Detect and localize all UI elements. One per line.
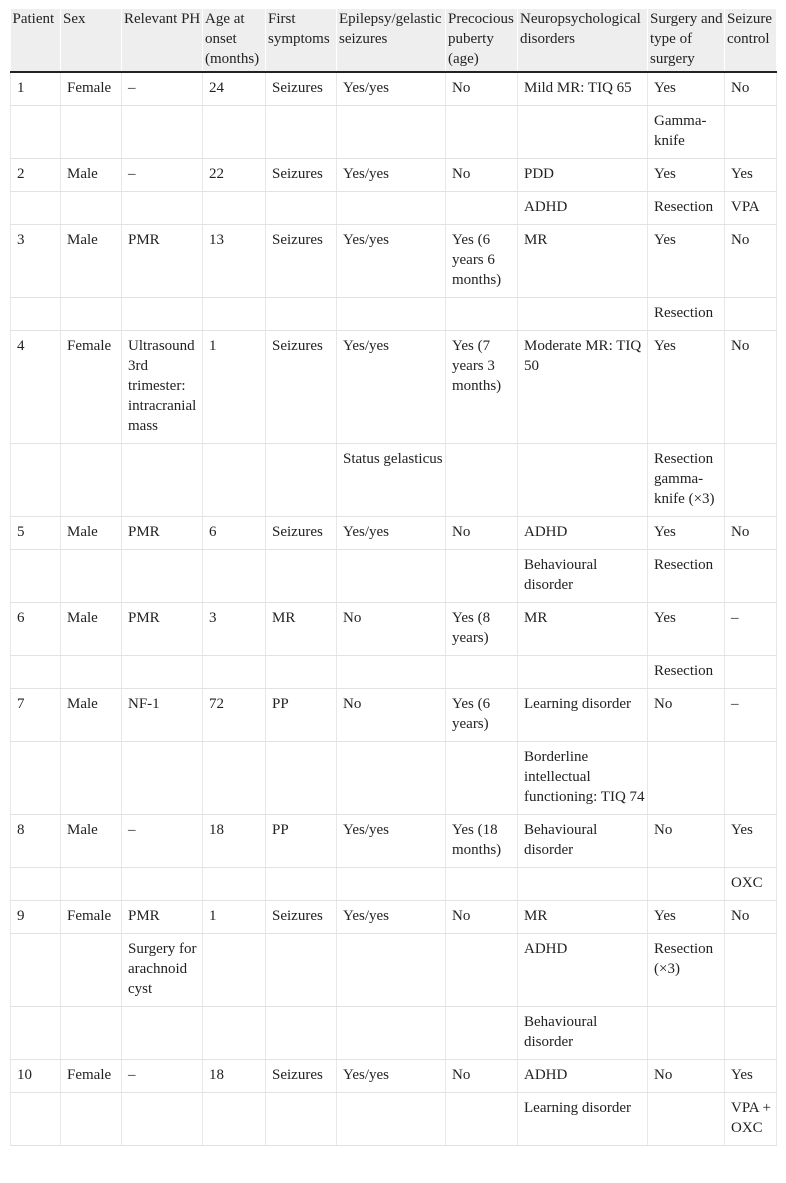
- table-row: [11, 225, 777, 298]
- table-cell: Male: [61, 689, 122, 742]
- table-cell: Yes: [648, 225, 725, 298]
- table-cell: Yes/yes: [337, 159, 446, 192]
- table-cell: 5: [11, 517, 61, 550]
- table-row: [11, 192, 777, 225]
- table-cell: Seizures: [266, 72, 337, 106]
- table-cell: –: [725, 603, 777, 656]
- table-cell: [203, 298, 266, 331]
- table-cell: Yes/yes: [337, 72, 446, 106]
- table-cell: No: [648, 689, 725, 742]
- table-cell: NF-1: [122, 689, 203, 742]
- table-cell: Yes: [725, 815, 777, 868]
- table-cell: [122, 1007, 203, 1060]
- table-cell: [203, 192, 266, 225]
- table-cell: [648, 1093, 725, 1146]
- table-cell: [446, 742, 518, 815]
- table-cell: [203, 742, 266, 815]
- table-cell: PP: [266, 689, 337, 742]
- table-cell: –: [725, 689, 777, 742]
- table-cell: [446, 298, 518, 331]
- table-cell: Yes (6 years): [446, 689, 518, 742]
- table-cell: 24: [203, 72, 266, 106]
- table-cell: [446, 656, 518, 689]
- table-cell: [725, 444, 777, 517]
- table-cell: No: [648, 1060, 725, 1093]
- table-cell: 72: [203, 689, 266, 742]
- table-cell: Yes: [648, 331, 725, 444]
- table-cell: Seizures: [266, 1060, 337, 1093]
- table-cell: Female: [61, 72, 122, 106]
- table-cell: Seizures: [266, 517, 337, 550]
- table-cell: [337, 868, 446, 901]
- table-cell: Yes: [648, 901, 725, 934]
- table-cell: [122, 742, 203, 815]
- table-cell: [337, 742, 446, 815]
- table-cell: [11, 298, 61, 331]
- table-cell: [337, 298, 446, 331]
- table-cell: Male: [61, 815, 122, 868]
- table-cell: [122, 656, 203, 689]
- table-cell: [61, 550, 122, 603]
- table-cell: 1: [203, 901, 266, 934]
- table-cell: [266, 934, 337, 1007]
- table-cell: Yes (7 years 3 months): [446, 331, 518, 444]
- table-cell: PMR: [122, 901, 203, 934]
- table-cell: ADHD: [518, 934, 648, 1007]
- table-row: [11, 689, 777, 742]
- table-cell: [446, 934, 518, 1007]
- table-cell: [61, 1007, 122, 1060]
- table-cell: [122, 106, 203, 159]
- table-cell: [203, 1007, 266, 1060]
- column-header: Surgery and type of surgery: [648, 9, 725, 72]
- table-cell: [266, 550, 337, 603]
- table-cell: Female: [61, 331, 122, 444]
- table-cell: MR: [518, 225, 648, 298]
- table-cell: 22: [203, 159, 266, 192]
- table-row: [11, 331, 777, 444]
- table-cell: [266, 298, 337, 331]
- table-cell: 2: [11, 159, 61, 192]
- column-header: Epilepsy/gelastic seizures: [337, 9, 446, 72]
- table-cell: Resection (×3): [648, 934, 725, 1007]
- table-cell: [446, 444, 518, 517]
- table-cell: [11, 192, 61, 225]
- table-cell: [61, 444, 122, 517]
- table-cell: Yes/yes: [337, 517, 446, 550]
- table-cell: Yes (18 months): [446, 815, 518, 868]
- table-cell: Female: [61, 1060, 122, 1093]
- table-row: [11, 603, 777, 656]
- table-cell: –: [122, 159, 203, 192]
- table-cell: [725, 1007, 777, 1060]
- table-cell: [122, 550, 203, 603]
- table-cell: [725, 656, 777, 689]
- table-cell: 13: [203, 225, 266, 298]
- table-cell: [266, 1093, 337, 1146]
- table-cell: 4: [11, 331, 61, 444]
- table-cell: [648, 742, 725, 815]
- table-cell: [337, 550, 446, 603]
- table-cell: 3: [11, 225, 61, 298]
- table-cell: PMR: [122, 603, 203, 656]
- column-header: Neuropsychological disorders: [518, 9, 648, 72]
- table-cell: Yes: [648, 159, 725, 192]
- table-cell: [446, 106, 518, 159]
- table-cell: [337, 192, 446, 225]
- table-cell: Yes/yes: [337, 331, 446, 444]
- clinical-table-container: [10, 9, 776, 1146]
- table-cell: Behavioural disorder: [518, 815, 648, 868]
- table-cell: Seizures: [266, 901, 337, 934]
- table-cell: No: [446, 72, 518, 106]
- table-cell: Male: [61, 225, 122, 298]
- table-cell: [725, 550, 777, 603]
- table-row: [11, 159, 777, 192]
- table-cell: No: [725, 901, 777, 934]
- table-cell: No: [337, 689, 446, 742]
- table-cell: [446, 1007, 518, 1060]
- table-cell: Resection gamma-knife (×3): [648, 444, 725, 517]
- table-cell: [61, 106, 122, 159]
- table-row: [11, 550, 777, 603]
- table-cell: [518, 298, 648, 331]
- table-cell: MR: [518, 901, 648, 934]
- table-row: [11, 1093, 777, 1146]
- column-header: Age at onset (months): [203, 9, 266, 72]
- table-cell: Moderate MR: TIQ 50: [518, 331, 648, 444]
- table-cell: [648, 1007, 725, 1060]
- table-cell: Male: [61, 603, 122, 656]
- table-cell: [648, 868, 725, 901]
- table-cell: Yes/yes: [337, 901, 446, 934]
- table-row: [11, 1060, 777, 1093]
- table-row: [11, 742, 777, 815]
- table-cell: [446, 550, 518, 603]
- table-cell: No: [648, 815, 725, 868]
- table-cell: –: [122, 815, 203, 868]
- table-cell: [266, 742, 337, 815]
- table-cell: [518, 656, 648, 689]
- table-cell: [203, 868, 266, 901]
- column-header: Patient: [11, 9, 61, 72]
- table-cell: No: [337, 603, 446, 656]
- table-cell: No: [446, 159, 518, 192]
- table-cell: [266, 656, 337, 689]
- table-cell: [203, 1093, 266, 1146]
- table-cell: Resection: [648, 550, 725, 603]
- table-cell: 1: [203, 331, 266, 444]
- table-row: [11, 72, 777, 106]
- table-row: [11, 1007, 777, 1060]
- table-cell: Gamma-knife: [648, 106, 725, 159]
- patient-clinical-table: [10, 9, 777, 1146]
- column-header: Precocious puberty (age): [446, 9, 518, 72]
- table-cell: [446, 192, 518, 225]
- table-cell: [11, 656, 61, 689]
- table-cell: [11, 550, 61, 603]
- table-cell: [203, 106, 266, 159]
- table-cell: [11, 1007, 61, 1060]
- table-cell: [518, 106, 648, 159]
- table-cell: Yes: [725, 159, 777, 192]
- table-cell: –: [122, 1060, 203, 1093]
- table-cell: [11, 1093, 61, 1146]
- table-cell: Yes (8 years): [446, 603, 518, 656]
- table-cell: VPA + OXC: [725, 1093, 777, 1146]
- table-cell: Surgery for arachnoid cyst: [122, 934, 203, 1007]
- table-cell: PMR: [122, 517, 203, 550]
- table-cell: [266, 106, 337, 159]
- table-row: [11, 106, 777, 159]
- column-header: First symptoms: [266, 9, 337, 72]
- table-cell: Resection: [648, 192, 725, 225]
- table-cell: 6: [203, 517, 266, 550]
- table-cell: [337, 656, 446, 689]
- table-cell: [337, 934, 446, 1007]
- table-cell: [518, 444, 648, 517]
- table-cell: [725, 934, 777, 1007]
- table-cell: 9: [11, 901, 61, 934]
- table-cell: 8: [11, 815, 61, 868]
- table-cell: [122, 298, 203, 331]
- table-row: [11, 868, 777, 901]
- table-cell: Resection: [648, 656, 725, 689]
- table-cell: Male: [61, 517, 122, 550]
- table-cell: MR: [266, 603, 337, 656]
- column-header: Relevant PH: [122, 9, 203, 72]
- table-cell: PMR: [122, 225, 203, 298]
- table-cell: Yes (6 years 6 months): [446, 225, 518, 298]
- table-cell: [61, 656, 122, 689]
- table-cell: Status gelasticus: [337, 444, 446, 517]
- header-row: [11, 9, 777, 72]
- table-cell: Seizures: [266, 225, 337, 298]
- table-cell: [61, 1093, 122, 1146]
- column-header: Seizure control: [725, 9, 777, 72]
- table-cell: No: [725, 517, 777, 550]
- table-cell: 10: [11, 1060, 61, 1093]
- table-cell: [61, 192, 122, 225]
- table-cell: No: [446, 1060, 518, 1093]
- table-cell: [446, 1093, 518, 1146]
- table-cell: [122, 444, 203, 517]
- table-cell: 6: [11, 603, 61, 656]
- table-cell: Behavioural disorder: [518, 1007, 648, 1060]
- table-cell: [203, 550, 266, 603]
- table-cell: ADHD: [518, 192, 648, 225]
- table-cell: Yes: [648, 72, 725, 106]
- table-cell: No: [446, 517, 518, 550]
- table-cell: [266, 868, 337, 901]
- table-cell: Borderline intellectual functioning: TIQ 74: [518, 742, 648, 815]
- table-cell: Yes/yes: [337, 815, 446, 868]
- table-cell: Resection: [648, 298, 725, 331]
- table-cell: No: [725, 225, 777, 298]
- table-cell: MR: [518, 603, 648, 656]
- table-cell: [203, 444, 266, 517]
- table-cell: Yes/yes: [337, 225, 446, 298]
- table-cell: [725, 106, 777, 159]
- table-cell: [266, 444, 337, 517]
- table-cell: Behavioural disorder: [518, 550, 648, 603]
- table-cell: Yes/yes: [337, 1060, 446, 1093]
- table-row: [11, 901, 777, 934]
- table-cell: VPA: [725, 192, 777, 225]
- table-cell: Ultrasound 3rd trimester: intracranial mass: [122, 331, 203, 444]
- table-cell: [122, 868, 203, 901]
- table-cell: 3: [203, 603, 266, 656]
- table-cell: [266, 192, 337, 225]
- table-header: [11, 9, 777, 72]
- table-row: [11, 934, 777, 1007]
- table-cell: [725, 742, 777, 815]
- table-cell: [337, 106, 446, 159]
- column-header: Sex: [61, 9, 122, 72]
- table-cell: ADHD: [518, 1060, 648, 1093]
- table-cell: Yes: [648, 603, 725, 656]
- table-row: [11, 656, 777, 689]
- table-cell: Yes: [648, 517, 725, 550]
- table-row: [11, 298, 777, 331]
- table-cell: No: [725, 72, 777, 106]
- table-cell: [11, 106, 61, 159]
- table-cell: 18: [203, 815, 266, 868]
- table-row: [11, 444, 777, 517]
- table-cell: PP: [266, 815, 337, 868]
- table-cell: No: [725, 331, 777, 444]
- table-cell: [11, 742, 61, 815]
- table-cell: [203, 656, 266, 689]
- table-cell: Male: [61, 159, 122, 192]
- table-cell: Yes: [725, 1060, 777, 1093]
- table-cell: [11, 444, 61, 517]
- table-cell: –: [122, 72, 203, 106]
- table-cell: [266, 1007, 337, 1060]
- table-cell: No: [446, 901, 518, 934]
- table-cell: [61, 298, 122, 331]
- table-cell: PDD: [518, 159, 648, 192]
- table-cell: [11, 934, 61, 1007]
- table-cell: [337, 1007, 446, 1060]
- table-cell: Seizures: [266, 331, 337, 444]
- table-cell: [122, 1093, 203, 1146]
- table-cell: 18: [203, 1060, 266, 1093]
- table-cell: Learning disorder: [518, 1093, 648, 1146]
- table-cell: OXC: [725, 868, 777, 901]
- table-cell: [122, 192, 203, 225]
- table-row: [11, 815, 777, 868]
- table-cell: [203, 934, 266, 1007]
- table-body: [11, 72, 777, 1146]
- table-cell: [11, 868, 61, 901]
- table-cell: [61, 742, 122, 815]
- table-cell: Learning disorder: [518, 689, 648, 742]
- table-cell: Seizures: [266, 159, 337, 192]
- table-cell: 7: [11, 689, 61, 742]
- table-cell: Mild MR: TIQ 65: [518, 72, 648, 106]
- table-cell: 1: [11, 72, 61, 106]
- table-cell: [61, 934, 122, 1007]
- table-cell: Female: [61, 901, 122, 934]
- table-row: [11, 517, 777, 550]
- table-cell: [61, 868, 122, 901]
- table-cell: [446, 868, 518, 901]
- table-cell: ADHD: [518, 517, 648, 550]
- table-cell: [725, 298, 777, 331]
- table-cell: [337, 1093, 446, 1146]
- table-cell: [518, 868, 648, 901]
